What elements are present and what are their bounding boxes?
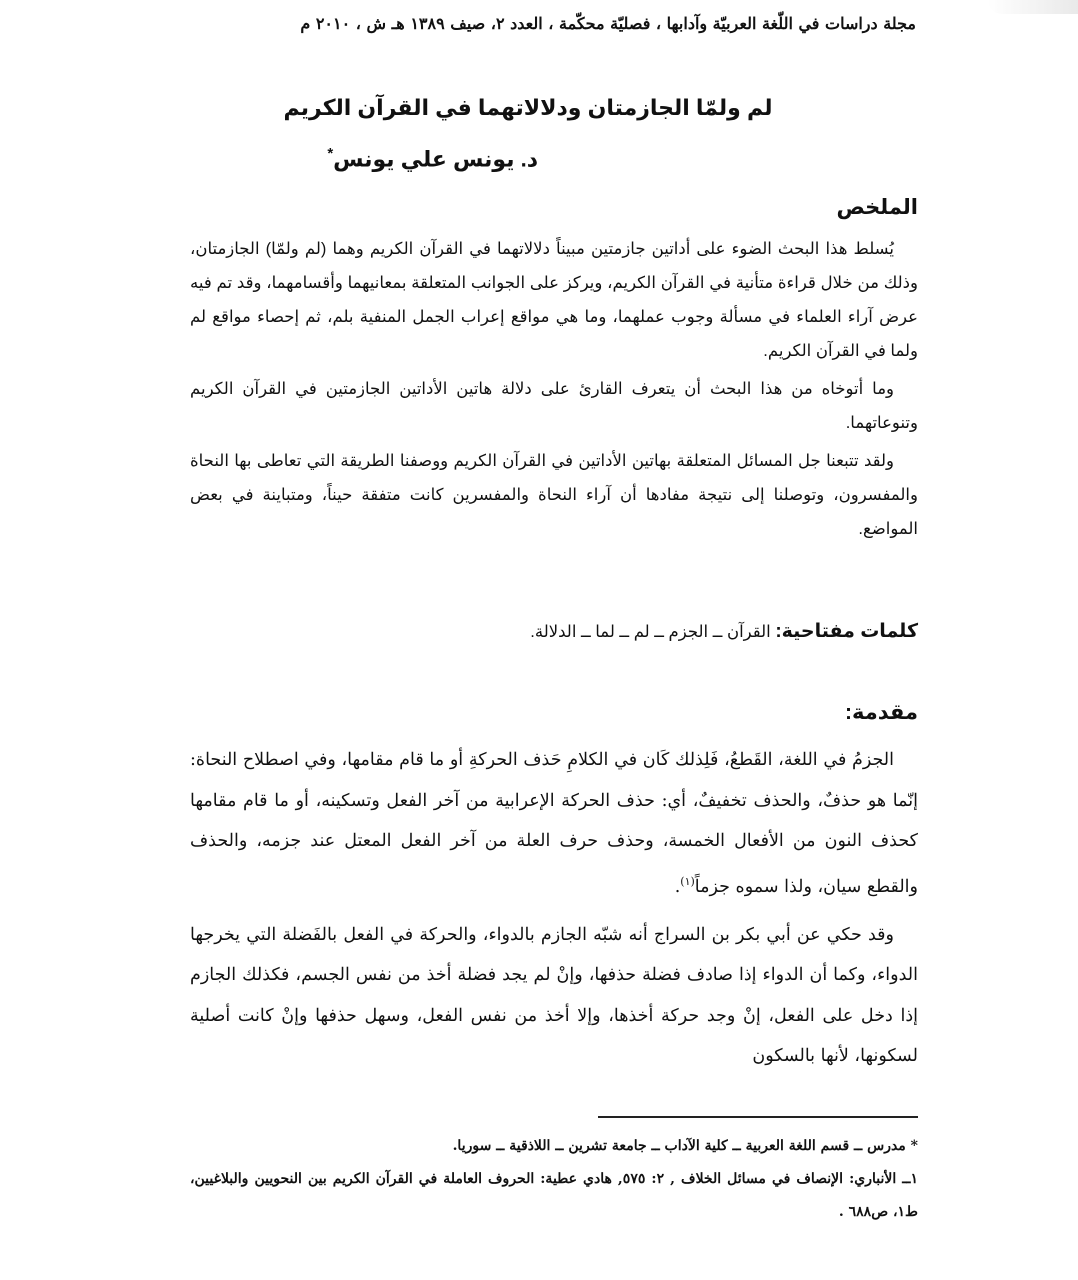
author-name: د. يونس علي يونس	[333, 146, 538, 172]
introduction-paragraph: وقد حكي عن أبي بكر بن السراج أنه شبّه الجازم بالدواء، والحركة في الفعل بالفَضلة التي يخرجها الدواء، وكما أن الدواء إذا صادف فضلة حذفها، وإنْ لم يجد فضلة أخذ من نفس الجسم، فكذلك الجازم إذا دخل على الفعل، إنْ وجد حركة أخذها، وإلا أخذ من نفس الفعل، وسهل حذفها وإنْ كانت أصلية لسكونها، لأنها بالسكون	[190, 924, 918, 1067]
keywords-label: كلمات مفتاحية:	[775, 621, 918, 642]
author-footnote-mark[interactable]: *	[327, 145, 334, 162]
footnotes	[190, 1130, 918, 1229]
introduction-text: الجزمُ في اللغة، القَطعُ، فَلِذلك كَان في الكلامِ حَذف الحركةِ أو ما قام مقامها، وفي اصطلاح النحاة: إنّما هو حذفٌ، والحذف تخفيفٌ، أي: حذف الحركة الإعرابية من آخر الفعل وتسكينه، أو ما قام مقامها كحذف النون من الأفعال الخمسة، وحذف حرف العلة من آخر الفعل المعتل عند جزمه، والحذف والقطع سيان، ولذا سموه جزماً	[190, 750, 918, 897]
footnote-divider	[598, 1116, 918, 1118]
journal-running-header: مجلة دراسات في اللّغة العربيّة وآدابها ، فصليّة محكّمة ، العدد ٢، صيف ١٣٨٩ هـ ش ، ٢٠١٠ م	[300, 14, 916, 33]
abstract-paragraph: وما أتوخاه من هذا البحث أن يتعرف القارئ على دلالة هاتين الأداتين الجازمتين في القرآن الكريم وتنوعاتهما.	[190, 380, 918, 432]
footnote-reference-1[interactable]: (١)	[680, 874, 695, 888]
article-title: لم ولمّا الجازمتان ودلالاتهما في القرآن الكريم	[283, 95, 773, 120]
abstract-body	[190, 232, 918, 550]
footnote-author: * مدرس ــ قسم اللغة العربية ــ كلية الآداب ــ جامعة تشرين ــ اللاذقية ــ سوريا.	[452, 1138, 918, 1154]
author-line	[218, 145, 538, 172]
keywords-line	[190, 620, 918, 643]
introduction-text-end: .	[674, 876, 681, 897]
introduction-paragraph	[190, 740, 918, 907]
abstract-heading: الملخص	[836, 196, 918, 219]
introduction-body	[190, 740, 918, 1085]
page-corner-shadow	[988, 0, 1078, 14]
keywords-list: القرآن ــ الجزم ــ لم ــ لما ــ الدلالة.	[530, 623, 771, 641]
abstract-paragraph: ولقد تتبعنا جل المسائل المتعلقة بهاتين الأداتين في القرآن الكريم ووصفنا الطريقة التي تعاطى بها النحاة والمفسرون، وتوصلنا إلى نتيجة مفادها أن آراء النحاة والمفسرين كانت متفقة حيناً، ومتباينة في بعض المواضع.	[190, 452, 918, 538]
abstract-paragraph: يُسلط هذا البحث الضوء على أداتين جازمتين مبيناً دلالاتهما في القرآن الكريم وهما (لم ولمّا) الجازمتان، وذلك من خلال قراءة متأنية في القرآن الكريم، ويركز على الجوانب المتعلقة بمعانيهما وأقسامهما، وقد تم فيه عرض آراء العلماء في مسألة وجوب عملهما، وما هي مواقع إعراب الجمل المنفية بلم، ثم إحصاء مواقع لم ولما في القرآن الكريم.	[190, 240, 918, 360]
footnote-1: ١ــ الأنباري: الإنصاف في مسائل الخلاف , ٢: ٥٧٥, هادي عطية: الحروف العاملة في القرآن الكريم بين النحويين والبلاغيين، ط١، ص٦٨٨ .	[190, 1171, 918, 1220]
introduction-heading: مقدمة:	[845, 701, 918, 724]
